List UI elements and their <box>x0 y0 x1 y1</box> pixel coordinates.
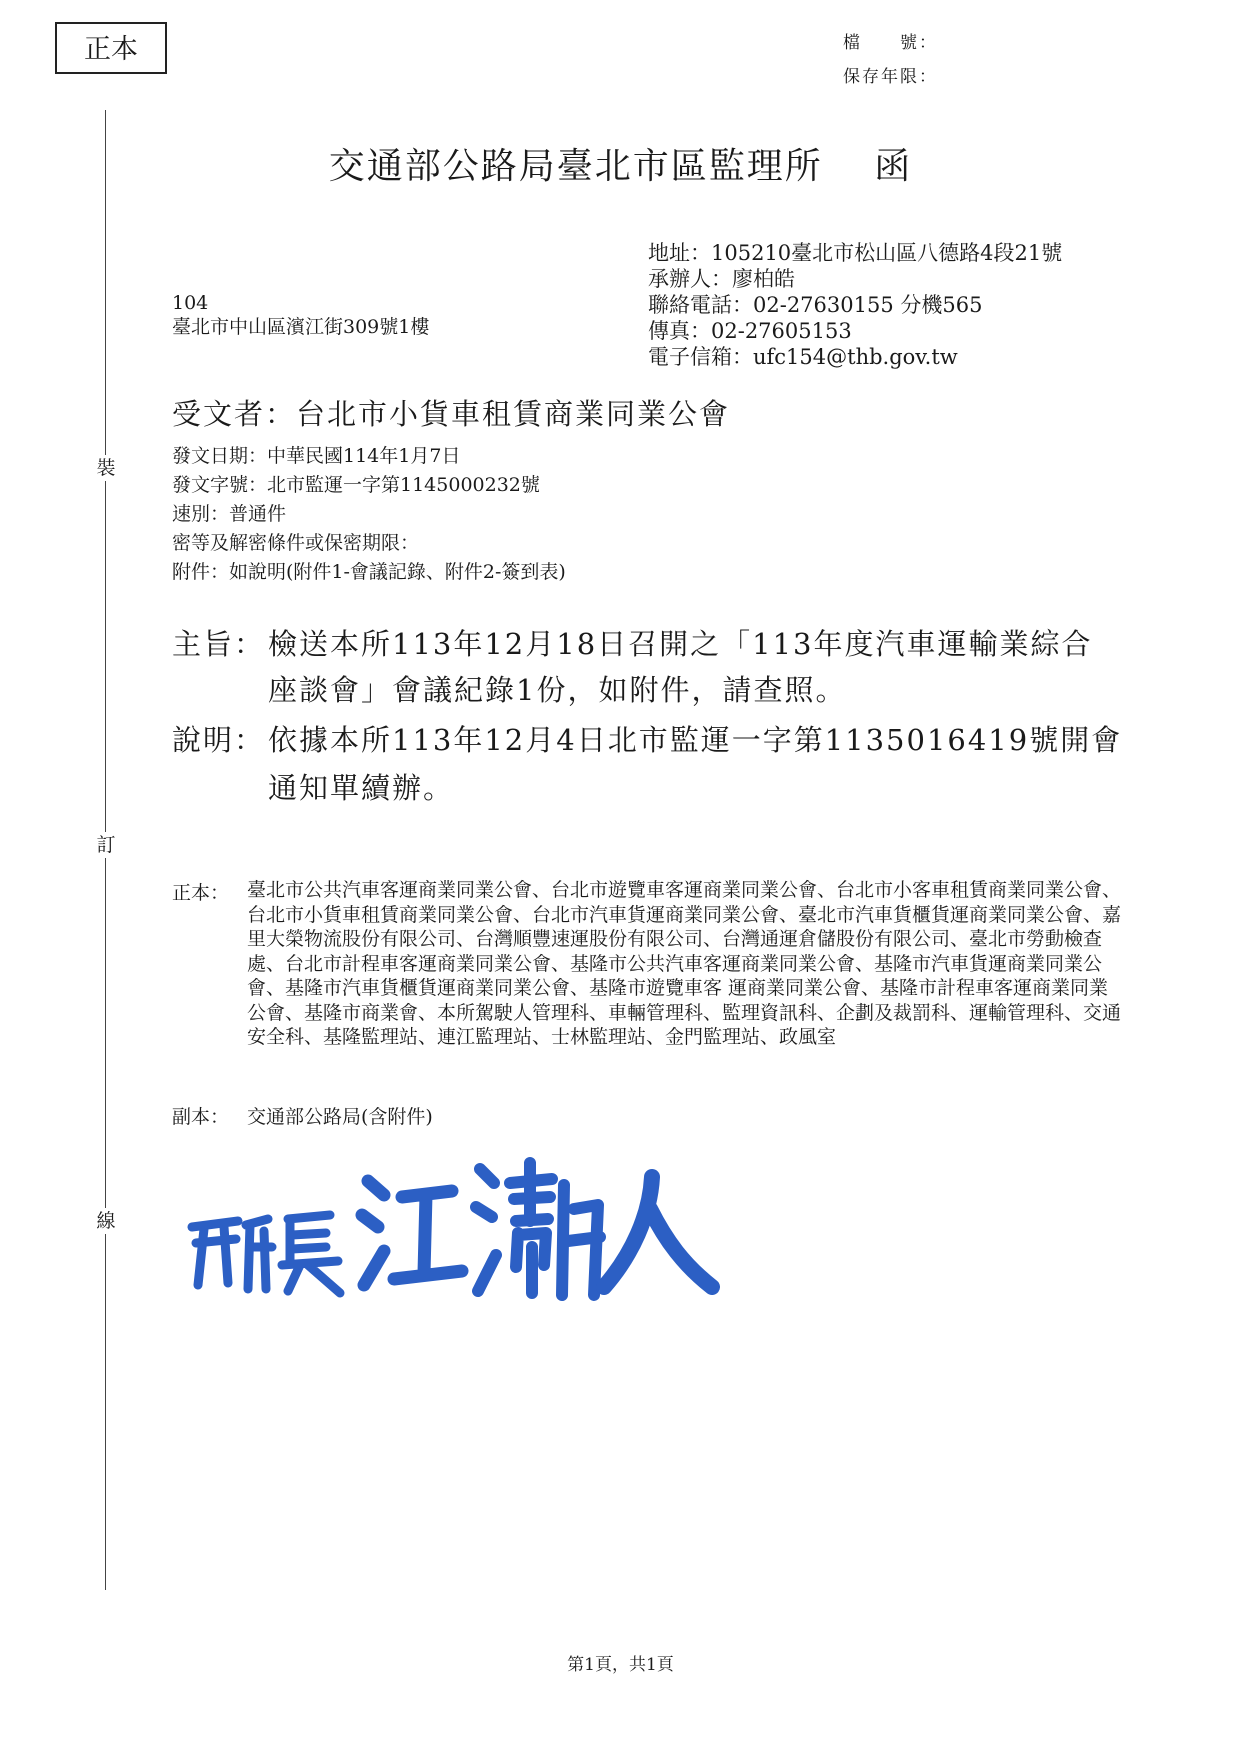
attachments: 附件：如說明(附件1-會議記錄、附件2-簽到表) <box>172 561 566 583</box>
binding-mark-zhuang: 裝 <box>93 455 119 481</box>
explanation-line-2: 通知單續辦。 <box>268 771 455 805</box>
confidentiality: 密等及解密條件或保密期限： <box>172 532 420 554</box>
subject-line-2: 座談會」會議紀錄1份，如附件，請查照。 <box>268 673 847 707</box>
receiver: 受文者：台北市小貨車租賃商業同業公會 <box>172 397 731 431</box>
document-number: 發文字號：北市監運一字第1145000232號 <box>172 474 540 496</box>
file-number-label: 檔 號： <box>843 33 938 53</box>
issue-date: 發文日期：中華民國114年1月7日 <box>172 445 461 467</box>
director-signature <box>180 1155 720 1305</box>
contact-fax: 傳真：02-27605153 <box>648 319 852 343</box>
copy-recipients-list: 交通部公路局(含附件) <box>247 1106 433 1128</box>
page-indicator: 第1頁，共1頁 <box>567 1655 674 1675</box>
subject-label: 主旨： <box>172 627 266 661</box>
copy-type-stamp: 正本 <box>55 22 167 74</box>
original-recipients-list: 臺北市公共汽車客運商業同業公會、台北市遊覽車客運商業同業公會、台北市小客車租賃商業同業公會、台北市小貨車租賃商業同業公會、台北市汽車貨運商業同業公會、臺北市汽車貨櫃貨運商業同業公會、嘉里大榮物流股份有限公司、台灣順豐速運股份有限公司、台灣通運倉儲股份有限公司、臺北市勞動檢查處、台北市計程車客運商業同業公會、基隆市公共汽車客運商業同業公會、基隆市汽車貨運商業同業公會、基隆市汽車貨櫃貨運商業同業公會、基隆市遊覽車客 運商業同業公會、基隆市計程車客運商業同業公會、基隆市商業會、本所駕駛人管理科、車輛管理科、監理資訊科、企劃及裁罰科、運輸管理科、交通安全科、基隆監理站、連江監理站、士林監理站、金門監理站、政風室 <box>247 879 1122 1048</box>
recipient-postal-code: 104 <box>172 292 209 314</box>
subject-line-1: 檢送本所113年12月18日召開之「113年度汽車運輸業綜合 <box>268 627 1093 661</box>
binding-mark-ding: 訂 <box>93 832 119 858</box>
explanation-label: 說明： <box>172 723 266 757</box>
recipient-address: 臺北市中山區濱江街309號1樓 <box>172 316 430 338</box>
retention-period-label: 保存年限： <box>843 67 938 87</box>
original-recipients-label: 正本： <box>172 882 230 904</box>
delivery-speed: 速別：普通件 <box>172 503 287 525</box>
contact-email: 電子信箱：ufc154@thb.gov.tw <box>648 345 958 369</box>
explanation-line-1: 依據本所113年12月4日北市監運一字第1135016419號開會 <box>268 723 1123 757</box>
document-title: 交通部公路局臺北市區監理所 函 <box>328 146 913 187</box>
contact-address: 地址：105210臺北市松山區八德路4段21號 <box>648 241 1063 265</box>
contact-handler: 承辦人：廖柏皓 <box>648 267 795 291</box>
binding-mark-xian: 線 <box>93 1208 119 1234</box>
copy-recipients-label: 副本： <box>172 1106 230 1128</box>
contact-phone: 聯絡電話：02-27630155 分機565 <box>648 293 983 317</box>
